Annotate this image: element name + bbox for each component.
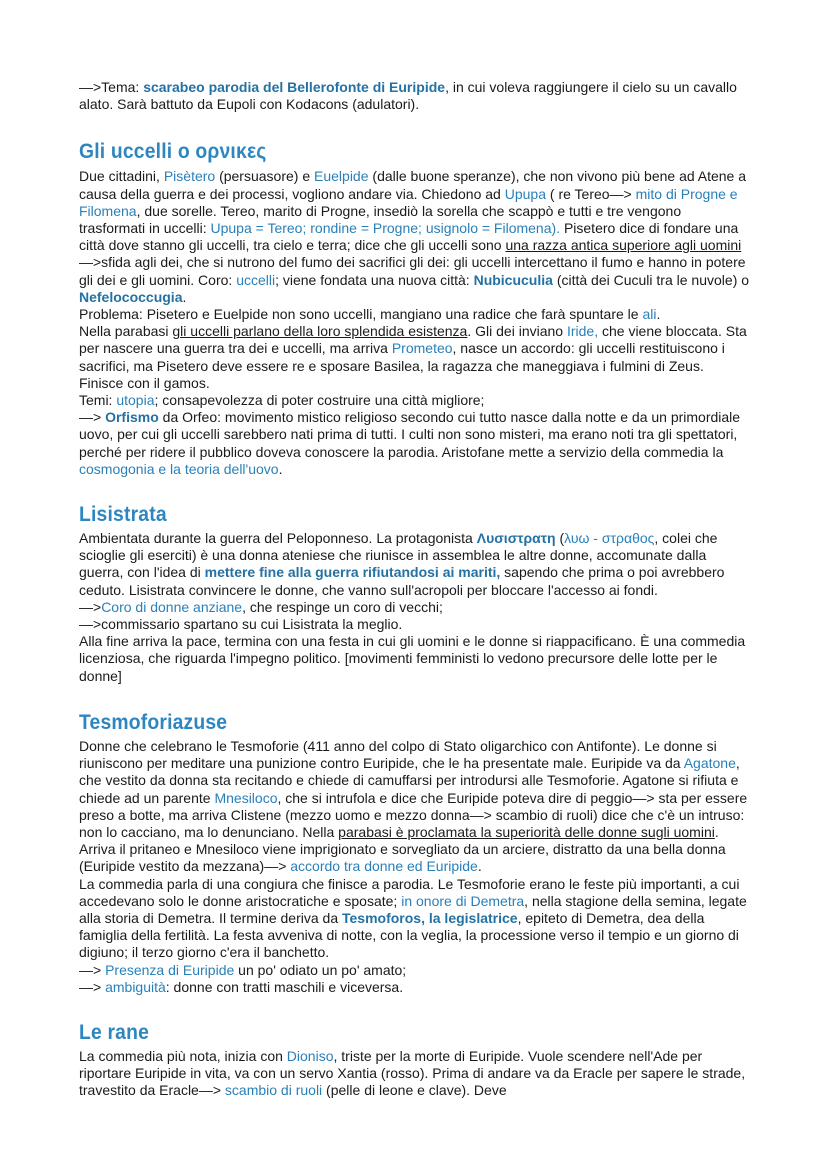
tesmoforiazuse-paragraph-3: —> Presenza di Euripide un po' odiato un po' amato; [79,961,407,978]
highlight: scarabeo parodia del Bellerofonte di Euripide [143,79,446,95]
tesmoforiazuse-paragraph-4: —> ambiguità: donne con tratti maschili e viceversa. [79,978,404,995]
section-heading-tesmoforiazuse: Tesmoforiazuse [79,710,228,734]
rane-paragraph-1: La commedia più nota, inizia con Dioniso, triste per la morte di Euripide. Vuole scendere nell'Ade per riportare Euripide in vita, va con un servo Xantia (rosso). Prima di andare va da Eracle per sapere le strade, travestito da Eracle—> scambio di ruoli (pelle di leone e clave). Deve [79,1047,746,1099]
uccelli-paragraph-2: Problema: Pisetero e Euelpide non sono uccelli, mangiano una radice che farà spuntare le ali. Nella parabasi gli uccelli parlano della loro splendida esistenza. Gli dei inviano Iride, che viene bloccata. Sta per nascere una guerra tra dei e uccelli, ma arriva Prometeo, nasce un accordo: gli uccelli restituiscono i sacrifici, ma Pisetero deve essere re e sposare Basilea, la ragazza che maneggiava i fulmini di Zeus. Finisce con il gamos. [79,306,747,391]
lisistrata-paragraph-4: Alla fine arriva la pace, termina con una festa in cui gli uomini e le donne si riappacificano. È una commedia licenziosa, che riguarda l'impegno politico. [movimenti femministi lo vedono precursore delle lotte per le donne] [79,633,746,684]
section-heading-lisistrata: Lisistrata [79,503,167,527]
section-heading-uccelli: Gli uccelli o ορνικες [79,140,267,164]
tesmoforiazuse-paragraph-2: La commedia parla di una congiura che finisce a parodia. Le Tesmoforie erano le feste più importanti, a cui accedevano solo le donne aristocratiche e sposate; in onore di Demetra, nella stagione della semina, legate alla storia di Demetra. Il termine deriva da Tesmoforos, la legislatrice, epiteto di Demetra, dea della famiglia della fertilità. La festa avveniva di notte, con la veglia, la processione verso il tempio e un giorno di digiuno; il terzo giorno c'era il banchetto. [79,875,747,961]
intro-paragraph: —>Tema: scarabeo parodia del Bellerofonte di Euripide, in cui voleva raggiungere il cielo su un cavallo alato. Sarà battuto da Eupoli con Kodacons (adulatori). [79,79,737,113]
uccelli-paragraph-1: Due cittadini, Pisètero (persuasore) e Euelpide (dalle buone speranze), che non vivono più bene ad Atene a causa della guerra e dei processi, vogliono andare via. Chiedono ad Upupa ( re Tereo—> mito di Progne e Filomena, due sorelle. Tereo, marito di Progne, insediò la sorella che scappò e tutti e tre vengono trasformati in uccelli: Upupa = Tereo; rondine = Progne; usignolo = Filomena). Pisetero dice di fondare una città dove stanno gli uccelli, tra cielo e terra; dice che gli uccelli sono una razza antica superiore agli uomini—>sfida agli dei, che si nutrono del fumo dei sacrifici gli dei: gli uccelli intercettano il fumo e hanno in potere gli dei e gli uomini. Coro: uccelli; viene fondata una nuova città: Nubicuculia (città dei Cuculi tra le nuvole) o Nefelococcugia. [79,168,750,305]
lisistrata-paragraph-2: —>Coro di donne anziane, che respinge un coro di vecchi; [79,598,443,615]
uccelli-paragraph-4: —> Orfismo da Orfeo: movimento mistico religioso secondo cui tutto nasce dalla notte e da un primordiale uovo, per cui gli uccelli sarebbero nati prima di tutti. I culti non sono misteri, ma erano noti tra gli spettatori, perché per ridere il pubblico doveva conoscere la parodia. Aristofane mette a servizio della commedia la cosmogonia e la teoria dell'uovo. [79,409,741,477]
tesmoforiazuse-paragraph-1: Donne che celebrano le Tesmoforie (411 anno del colpo di Stato oligarchico con Antifonte). Le donne si riuniscono per meditare una punizione contro Euripide, che le ha presentate male. Euripide va da Agatone, che vestito da donna sta recitando e chiede di camuffarsi per introdursi alle Tesmoforie. Agatone si rifiuta e chiede ad un parente Mnesiloco, che si intrufola e dice che Euripide poteva dire di peggio—> sta per essere preso a botte, ma arriva Clistene (mezzo uomo e mezzo donna—> scambio di ruoli) dice che c'è un intruso: non lo cacciano, ma lo denunciano. Nella parabasi è proclamata la superiorità delle donne sugli uomini. Arriva il pritaneo e Mnesiloco viene imprigionato e sorvegliato da un arciere, distratto da una bella donna (Euripide vestito da mezzana)—> accordo tra donne ed Euripide. [79,737,748,875]
section-heading-rane: Le rane [79,1020,150,1044]
lisistrata-paragraph-3: —>commissario spartano su cui Lisistrata la meglio. [79,616,403,633]
uccelli-paragraph-3: Temi: utopia; consapevolezza di poter costruire una città migliore; [79,392,485,409]
lisistrata-paragraph-1: Ambientata durante la guerra del Peloponneso. La protagonista Λυσιστρατη (λυω - στραθος, colei che scioglie gli eserciti) è una donna ateniese che riunisce in assemblea le altre donne, accomunate dalla guerra, con l'idea di mettere fine alla guerra rifiutandosi ai mariti, sapendo che prima o poi avrebbero ceduto. Lisistrata convincere le donne, che vanno sull'acropoli per bloccare l'accesso ai fondi. [79,530,725,598]
document-page [79,79,751,1100]
